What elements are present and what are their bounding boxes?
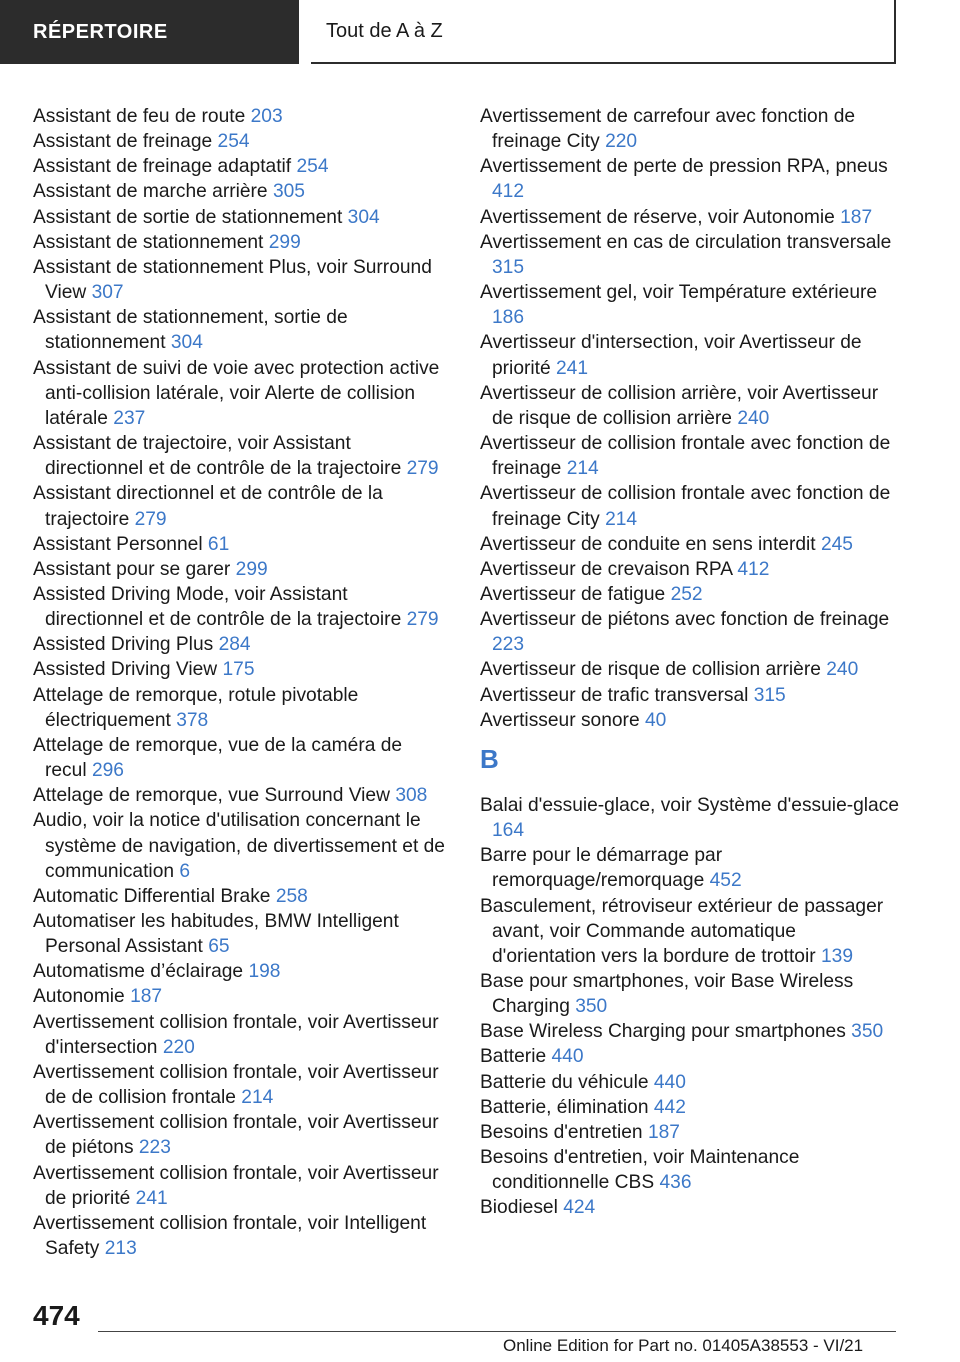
entry-term: Batterie du véhicule bbox=[480, 1071, 649, 1093]
page-reference-link[interactable]: 220 bbox=[605, 131, 638, 153]
index-entry bbox=[480, 607, 900, 657]
letter-heading-b: B bbox=[480, 743, 499, 774]
page-reference-link[interactable]: 315 bbox=[492, 256, 525, 278]
index-entry bbox=[33, 481, 445, 531]
index-entry bbox=[33, 532, 445, 557]
entry-term: Avertissement collision frontale, voir Intelligent Safety bbox=[33, 1212, 427, 1260]
section-subtitle: Tout de A à Z bbox=[326, 19, 443, 42]
entry-term: Assistant de feu de route bbox=[33, 106, 246, 127]
entry-term: Assistant pour se garer bbox=[33, 558, 231, 580]
entry-term: Assistant de stationnement bbox=[33, 231, 264, 253]
index-entry bbox=[33, 104, 445, 129]
index-entry bbox=[33, 179, 445, 204]
page-reference-link[interactable]: 40 bbox=[644, 709, 667, 731]
entry-term: Assistant directionnel et de contrôle de la trajectoire bbox=[33, 483, 383, 530]
index-entry bbox=[480, 582, 900, 607]
index-entry bbox=[480, 381, 900, 431]
page-reference-link[interactable]: 279 bbox=[406, 609, 439, 631]
page-reference-link[interactable]: 308 bbox=[395, 785, 428, 807]
entry-term: Avertisseur d'intersection, voir Avertisseur de priorité bbox=[480, 332, 862, 379]
edition-note: Online Edition for Part no. 01405A38553 - VI/21 bbox=[503, 1336, 864, 1355]
index-entry bbox=[33, 431, 445, 481]
entry-term: Assistant de marche arrière bbox=[33, 181, 268, 203]
entry-term: Avertisseur de collision frontale avec fonction de freinage City bbox=[480, 483, 891, 530]
entry-term: Avertissement de carrefour avec fonction de freinage City bbox=[480, 106, 856, 153]
index-entry bbox=[33, 205, 445, 230]
index-entry bbox=[33, 808, 445, 883]
index-entry bbox=[33, 632, 445, 657]
index-group-b bbox=[480, 793, 900, 1221]
page-reference-link[interactable]: 203 bbox=[250, 106, 283, 127]
index-entry bbox=[33, 1211, 445, 1261]
index-entry bbox=[33, 984, 445, 1009]
index-entry bbox=[33, 1161, 445, 1211]
entry-term: Assistant de sortie de stationnement bbox=[33, 206, 343, 228]
index-entry bbox=[480, 532, 900, 557]
index-entry bbox=[33, 959, 445, 984]
page-reference-link[interactable]: 296 bbox=[91, 760, 124, 782]
index-entry bbox=[480, 843, 900, 893]
page-reference-link[interactable]: 223 bbox=[138, 1137, 171, 1159]
page-reference-link[interactable]: 279 bbox=[134, 508, 167, 530]
page-reference-link[interactable]: 241 bbox=[135, 1187, 168, 1209]
index-entry bbox=[33, 582, 445, 632]
index-entry bbox=[480, 104, 900, 154]
section-title: RÉPERTOIRE bbox=[33, 20, 168, 43]
entry-term: Automatisme d’éclairage bbox=[33, 961, 244, 983]
entry-term: Base pour smartphones, voir Base Wireless Charging bbox=[480, 971, 854, 1018]
page-reference-link[interactable]: 436 bbox=[659, 1172, 692, 1194]
index-entry bbox=[480, 330, 900, 380]
index-entry bbox=[480, 1145, 900, 1195]
page-reference-link[interactable]: 6 bbox=[179, 860, 191, 882]
entry-term: Assistant de suivi de voie avec protection active anti-collision latérale, voir Alerte de collision latérale bbox=[33, 357, 440, 429]
entry-term: Avertisseur de trafic transversal bbox=[480, 684, 749, 706]
entry-term: Besoins d'entretien bbox=[480, 1121, 643, 1143]
entry-term: Assistant de trajectoire, voir Assistant directionnel et de contrôle de la trajectoire bbox=[33, 433, 402, 480]
index-entry bbox=[33, 129, 445, 154]
entry-term: Automatic Differential Brake bbox=[33, 885, 271, 907]
index-entry bbox=[480, 481, 900, 531]
page-reference-link[interactable]: 237 bbox=[113, 407, 146, 429]
entry-term: Barre pour le démarrage par remorquage/remorquage bbox=[480, 845, 723, 892]
index-entry bbox=[480, 431, 900, 481]
page-reference-link[interactable]: 424 bbox=[563, 1197, 596, 1219]
entry-term: Assistant de freinage adaptatif bbox=[33, 156, 292, 178]
entry-term: Assistant Personnel bbox=[33, 533, 203, 555]
page-reference-link[interactable]: 254 bbox=[217, 131, 250, 153]
entry-term: Avertissement de réserve, voir Autonomie bbox=[480, 206, 835, 228]
page-reference-link[interactable]: 350 bbox=[851, 1021, 884, 1043]
index-entry bbox=[480, 280, 900, 330]
entry-term: Batterie, élimination bbox=[480, 1096, 649, 1118]
index-entry bbox=[33, 884, 445, 909]
entry-term: Biodiesel bbox=[480, 1197, 558, 1219]
index-entry bbox=[33, 1010, 445, 1060]
index-entry bbox=[480, 1120, 900, 1145]
page-reference-link[interactable]: 175 bbox=[222, 659, 255, 681]
index-entry bbox=[33, 909, 445, 959]
index-entry bbox=[33, 1060, 445, 1110]
index-entry bbox=[480, 154, 900, 204]
index-entry bbox=[480, 894, 900, 969]
index-entry bbox=[33, 783, 445, 808]
index-group-a bbox=[480, 104, 900, 733]
page-reference-link[interactable]: 284 bbox=[218, 634, 251, 656]
page-reference-link[interactable]: 442 bbox=[653, 1096, 686, 1118]
entry-term: Avertissement collision frontale, voir Avertisseur de priorité bbox=[33, 1162, 439, 1209]
page-reference-link[interactable]: 139 bbox=[820, 945, 853, 967]
entry-term: Avertisseur de collision frontale avec fonction de freinage bbox=[480, 433, 891, 480]
entry-term: Avertissement collision frontale, voir Avertisseur de de collision frontale bbox=[33, 1061, 439, 1109]
section-subtitle-box bbox=[311, 0, 896, 64]
page-reference-link[interactable]: 440 bbox=[551, 1046, 584, 1068]
page-reference-link[interactable]: 350 bbox=[575, 996, 608, 1018]
index-entry bbox=[33, 1110, 445, 1160]
entry-term: Assistant de freinage bbox=[33, 131, 213, 153]
page-reference-link[interactable]: 245 bbox=[820, 533, 853, 555]
index-entry bbox=[480, 1044, 900, 1069]
entry-term: Avertisseur de piétons avec fonction de freinage bbox=[480, 609, 890, 631]
page-reference-link[interactable]: 252 bbox=[670, 583, 703, 605]
entry-term: Avertisseur de conduite en sens interdit bbox=[480, 533, 816, 555]
entry-term: Avertissement gel, voir Température extérieure bbox=[480, 282, 878, 304]
entry-term: Assisted Driving View bbox=[33, 659, 218, 681]
page-reference-link[interactable]: 164 bbox=[492, 820, 525, 842]
page-reference-link[interactable]: 307 bbox=[91, 282, 124, 304]
index-entry bbox=[480, 969, 900, 1019]
index-entry bbox=[33, 557, 445, 582]
entry-term: Avertisseur de collision arrière, voir Avertisseur de risque de collision arrière bbox=[480, 382, 879, 429]
section-tab bbox=[0, 0, 299, 64]
index-entry bbox=[33, 356, 445, 431]
index-entry bbox=[480, 793, 900, 843]
index-entry bbox=[480, 708, 900, 733]
index-entry bbox=[480, 205, 900, 230]
page-number: 474 bbox=[33, 1300, 80, 1331]
entry-term: Audio, voir la notice d'utilisation concernant le système de navigation, de divertissement et de communication bbox=[33, 810, 445, 882]
page-reference-link[interactable]: 187 bbox=[840, 206, 873, 228]
entry-term: Attelage de remorque, vue Surround View bbox=[33, 785, 390, 807]
entry-term: Attelage de remorque, vue de la caméra de recul bbox=[33, 734, 403, 782]
entry-term: Automatiser les habitudes, BMW Intelligent Personal Assistant bbox=[33, 911, 399, 958]
index-entry bbox=[480, 1070, 900, 1095]
page-reference-link[interactable]: 304 bbox=[347, 206, 380, 228]
entry-term: Avertisseur de fatigue bbox=[480, 583, 666, 605]
page-reference-link[interactable]: 254 bbox=[296, 156, 329, 178]
page-reference-link[interactable]: 452 bbox=[709, 870, 742, 892]
index-entry bbox=[480, 230, 900, 280]
index-entry bbox=[480, 683, 900, 708]
entry-term: Avertissement collision frontale, voir Avertisseur de piétons bbox=[33, 1112, 439, 1159]
page-reference-link[interactable]: 214 bbox=[241, 1087, 274, 1109]
index-entry bbox=[33, 305, 445, 355]
footer-divider bbox=[98, 1331, 896, 1332]
page-reference-link[interactable]: 304 bbox=[170, 332, 203, 354]
page-reference-link[interactable]: 240 bbox=[737, 407, 770, 429]
index-entry bbox=[33, 657, 445, 682]
index-entry bbox=[480, 1019, 900, 1044]
entry-term: Batterie bbox=[480, 1046, 547, 1068]
entry-term: Basculement, rétroviseur extérieur de passager avant, voir Commande automatique d'orientation vers la bordure de trottoir bbox=[480, 895, 884, 967]
index-entry bbox=[33, 230, 445, 255]
entry-term: Avertissement de perte de pression RPA, pneus bbox=[480, 156, 888, 178]
page-reference-link[interactable]: 214 bbox=[605, 508, 638, 530]
index-column-left bbox=[33, 104, 445, 1261]
page-reference-link[interactable]: 412 bbox=[492, 181, 525, 203]
index-entry bbox=[33, 154, 445, 179]
entry-term: Assisted Driving Mode, voir Assistant directionnel et de contrôle de la trajectoire bbox=[33, 583, 402, 631]
page-reference-link[interactable]: 315 bbox=[753, 684, 786, 706]
page-reference-link[interactable]: 440 bbox=[653, 1071, 686, 1093]
index-entry bbox=[33, 255, 445, 305]
page-reference-link[interactable]: 299 bbox=[235, 558, 268, 580]
index-entry bbox=[480, 1195, 900, 1220]
index-entry bbox=[480, 557, 900, 582]
index-entry bbox=[480, 657, 900, 682]
entry-term: Attelage de remorque, rotule pivotable électriquement bbox=[33, 684, 359, 731]
entry-term: Balai d'essuie-glace, voir Système d'essuie-glace bbox=[480, 794, 899, 816]
page-reference-link[interactable]: 241 bbox=[556, 357, 589, 379]
page-reference-link[interactable]: 258 bbox=[275, 885, 308, 907]
page-reference-link[interactable]: 213 bbox=[104, 1238, 137, 1260]
entry-term: Assistant de stationnement Plus, voir Surround View bbox=[33, 256, 432, 304]
page-reference-link[interactable]: 65 bbox=[208, 936, 230, 958]
index-entry bbox=[480, 1095, 900, 1120]
page-reference-link[interactable]: 279 bbox=[406, 458, 439, 480]
page-reference-link[interactable]: 220 bbox=[162, 1036, 195, 1058]
page-reference-link[interactable]: 305 bbox=[272, 181, 305, 203]
page-reference-link[interactable]: 240 bbox=[826, 659, 859, 681]
entry-term: Besoins d'entretien, voir Maintenance conditionnelle CBS bbox=[480, 1147, 800, 1194]
page-reference-link[interactable]: 61 bbox=[207, 533, 230, 555]
page-reference-link[interactable]: 187 bbox=[130, 986, 163, 1008]
entry-term: Assistant de stationnement, sortie de stationnement bbox=[33, 307, 348, 354]
entry-term: Avertisseur de crevaison RPA bbox=[480, 558, 733, 580]
entry-term: Avertisseur sonore bbox=[480, 709, 640, 731]
entry-term: Autonomie bbox=[33, 986, 125, 1008]
page-reference-link[interactable]: 299 bbox=[268, 231, 301, 253]
page-reference-link[interactable]: 214 bbox=[566, 458, 599, 480]
entry-term: Assisted Driving Plus bbox=[33, 634, 214, 656]
index-column-right bbox=[480, 104, 900, 1221]
page-reference-link[interactable]: 186 bbox=[492, 307, 525, 329]
entry-term: Avertisseur de risque de collision arrière bbox=[480, 659, 821, 681]
page-reference-link[interactable]: 187 bbox=[647, 1121, 680, 1143]
index-entry bbox=[33, 683, 445, 733]
entry-term: Avertissement en cas de circulation transversale bbox=[480, 231, 892, 253]
page-reference-link[interactable]: 378 bbox=[176, 709, 209, 731]
page-reference-link[interactable]: 198 bbox=[248, 961, 281, 983]
page-reference-link[interactable]: 223 bbox=[492, 634, 525, 656]
entry-term: Base Wireless Charging pour smartphones bbox=[480, 1021, 846, 1043]
page-reference-link[interactable]: 412 bbox=[737, 558, 770, 580]
entry-term: Avertissement collision frontale, voir Avertisseur d'intersection bbox=[33, 1011, 439, 1058]
index-entry bbox=[33, 733, 445, 783]
